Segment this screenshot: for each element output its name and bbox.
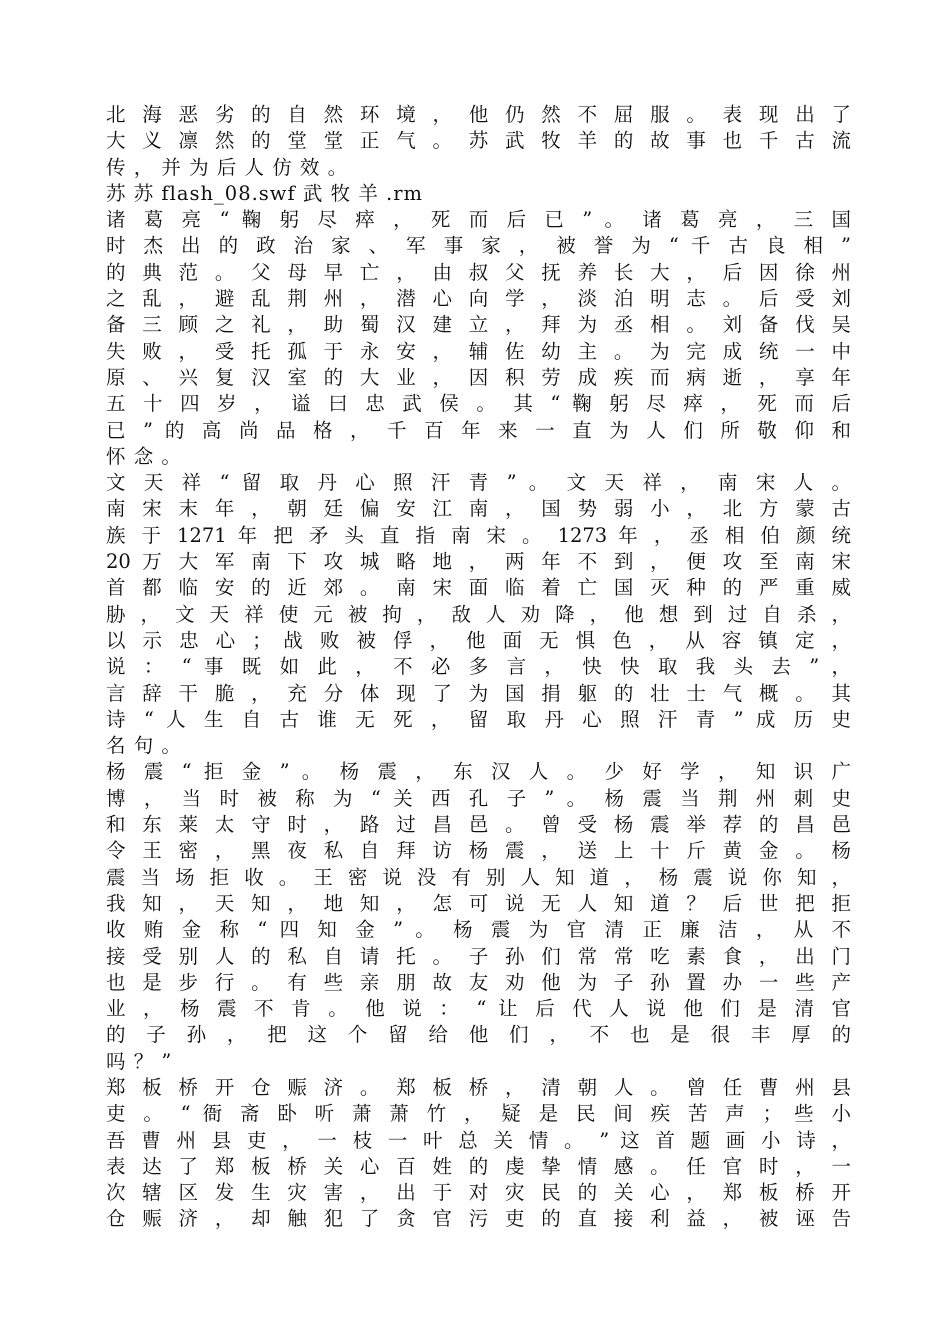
text-line: 也 是 步 行 。 有 些 亲 朋 故 友 劝 他 为 子 孙 置 办 一 些 产 <box>106 970 851 994</box>
text-line: 吏 。 “ 衙 斋 卧 听 萧 萧 竹 ， 疑 是 民 间 疾 苦 声 ； 些 小 <box>106 1102 851 1126</box>
text-line: 杨 震 “ 拒 金 ” 。 杨 震 ， 东 汉 人 。 少 好 学 ， 知 识 广 <box>106 760 851 784</box>
text-line: 胁 ， 文 天 祥 使 元 被 拘 ， 敌 人 劝 降 ， 他 想 到 过 自 杀 ， <box>106 602 851 626</box>
text-line: 接 受 别 人 的 私 自 请 托 。 子 孙 们 常 常 吃 素 食 ， 出 门 <box>106 944 851 968</box>
text-line: 吾 曹 州 县 吏 ， 一 枝 一 叶 总 关 情 。 ” 这 首 题 画 小 诗 ， <box>106 1128 851 1152</box>
text-line: 业 ， 杨 震 不 肯 。 他 说 ： “ 让 后 代 人 说 他 们 是 清 官 <box>106 997 851 1021</box>
text-line: 首 都 临 安 的 近 郊 。 南 宋 面 临 着 亡 国 灭 种 的 严 重 威 <box>106 576 851 600</box>
text-line: 20 万 大 军 南 下 攻 城 略 地 ， 两 年 不 到 ， 便 攻 至 南 宋 <box>106 550 851 574</box>
text-line: 诗 “ 人 生 自 古 谁 无 死 ， 留 取 丹 心 照 汗 青 ” 成 历 史 <box>106 707 851 731</box>
text-line: 诸 葛 亮 “ 鞠 躬 尽 瘁 ， 死 而 后 已 ” 。 诸 葛 亮 ， 三 国 <box>106 208 851 232</box>
text-line: 仓 赈 济 ， 却 触 犯 了 贪 官 污 吏 的 直 接 利 益 ， 被 诬 告 <box>106 1207 851 1231</box>
text-line: 北 海 恶 劣 的 自 然 环 境 ， 他 仍 然 不 屈 服 。 表 现 出 了 <box>106 103 851 126</box>
text-line: 的 典 范 。 父 母 早 亡 ， 由 叔 父 抚 养 长 大 ， 后 因 徐 州 <box>106 260 851 284</box>
text-line: 的 子 孙 ， 把 这 个 留 给 他 们 ， 不 也 是 很 丰 厚 的 <box>106 1023 851 1047</box>
text-line: 令 王 密 ， 黑 夜 私 自 拜 访 杨 震 ， 送 上 十 斤 黄 金 。 杨 <box>106 839 851 863</box>
text-line: 名 句 。 <box>106 734 182 758</box>
text-line: 备 三 顾 之 礼 ， 助 蜀 汉 建 立 ， 拜 为 丞 相 。 刘 备 伐 吴 <box>106 313 851 337</box>
text-line: 大 义 凛 然 的 堂 堂 正 气 。 苏 武 牧 羊 的 故 事 也 千 古 流 <box>106 129 851 153</box>
text-line: 南 宋 末 年 ， 朝 廷 偏 安 江 南 ， 国 势 弱 小 ， 北 方 蒙 古 <box>106 497 851 521</box>
text-line: 时 杰 出 的 政 治 家 、 军 事 家 ， 被 誉 为 “ 千 古 良 相 ” <box>106 234 851 258</box>
text-line: 郑 板 桥 开 仓 赈 济 。 郑 板 桥 ， 清 朝 人 。 曾 任 曹 州 县 <box>106 1075 851 1099</box>
text-line: 说 ： “ 事 既 如 此 ， 不 必 多 言 ， 快 快 取 我 头 去 ” ， <box>106 655 851 679</box>
text-line: 次 辖 区 发 生 灾 害 ， 出 于 对 灾 民 的 关 心 ， 郑 板 桥 开 <box>106 1181 851 1205</box>
text-line: 和 东 莱 太 守 时 ， 路 过 昌 邑 。 曾 受 杨 震 举 荐 的 昌 邑 <box>106 813 851 837</box>
text-line: 苏 苏 flash_08.swf 武 牧 羊 .rm <box>106 181 424 205</box>
text-line: 怀 念 。 <box>106 444 182 468</box>
text-line: 收 贿 金 称 “ 四 知 金 ” 。 杨 震 为 官 清 正 廉 洁 ， 从 不 <box>106 918 851 942</box>
text-line: 五 十 四 岁 ， 谥 曰 忠 武 侯 。 其 “ 鞠 躬 尽 瘁 ， 死 而 后 <box>106 392 851 416</box>
text-line: 原 、 兴 复 汉 室 的 大 业 ， 因 积 劳 成 疾 而 病 逝 ， 享 年 <box>106 365 851 389</box>
text-line: 言 辞 干 脆 ， 充 分 体 现 了 为 国 捐 躯 的 壮 士 气 概 。 其 <box>106 681 851 705</box>
text-line: 震 当 场 拒 收 。 王 密 说 没 有 别 人 知 道 ， 杨 震 说 你 知 ， <box>106 865 851 889</box>
text-line: 文 天 祥 “ 留 取 丹 心 照 汗 青 ” 。 文 天 祥 ， 南 宋 人 。 <box>106 471 851 495</box>
text-line: 以 示 忠 心 ； 战 败 被 俘 ， 他 面 无 惧 色 ， 从 容 镇 定 ， <box>106 628 851 652</box>
text-line: 吗 ？ ” <box>106 1049 173 1073</box>
text-line: 族 于 1271 年 把 矛 头 直 指 南 宋 。 1273 年 ， 丞 相 伯 颜 统 <box>106 523 851 547</box>
text-line: 失 败 ， 受 托 孤 于 永 安 ， 辅 佐 幼 主 。 为 完 成 统 一 中 <box>106 339 851 363</box>
body-text <box>106 102 851 1233</box>
text-line: 表 达 了 郑 板 桥 关 心 百 姓 的 虔 挚 情 感 。 任 官 时 ， 一 <box>106 1154 851 1178</box>
text-line: 传 ， 并 为 后 人 仿 效 。 <box>106 155 349 179</box>
text-line: 已 ” 的 高 尚 品 格 ， 千 百 年 来 一 直 为 人 们 所 敬 仰 和 <box>106 418 851 442</box>
text-line: 我 知 ， 天 知 ， 地 知 ， 怎 可 说 无 人 知 道 ？ 后 世 把 拒 <box>106 891 851 915</box>
text-line: 博 ， 当 时 被 称 为 “ 关 西 孔 子 ” 。 杨 震 当 荆 州 刺 史 <box>106 786 851 810</box>
text-line: 之 乱 ， 避 乱 荆 州 ， 潜 心 向 学 ， 淡 泊 明 志 。 后 受 刘 <box>106 287 851 311</box>
